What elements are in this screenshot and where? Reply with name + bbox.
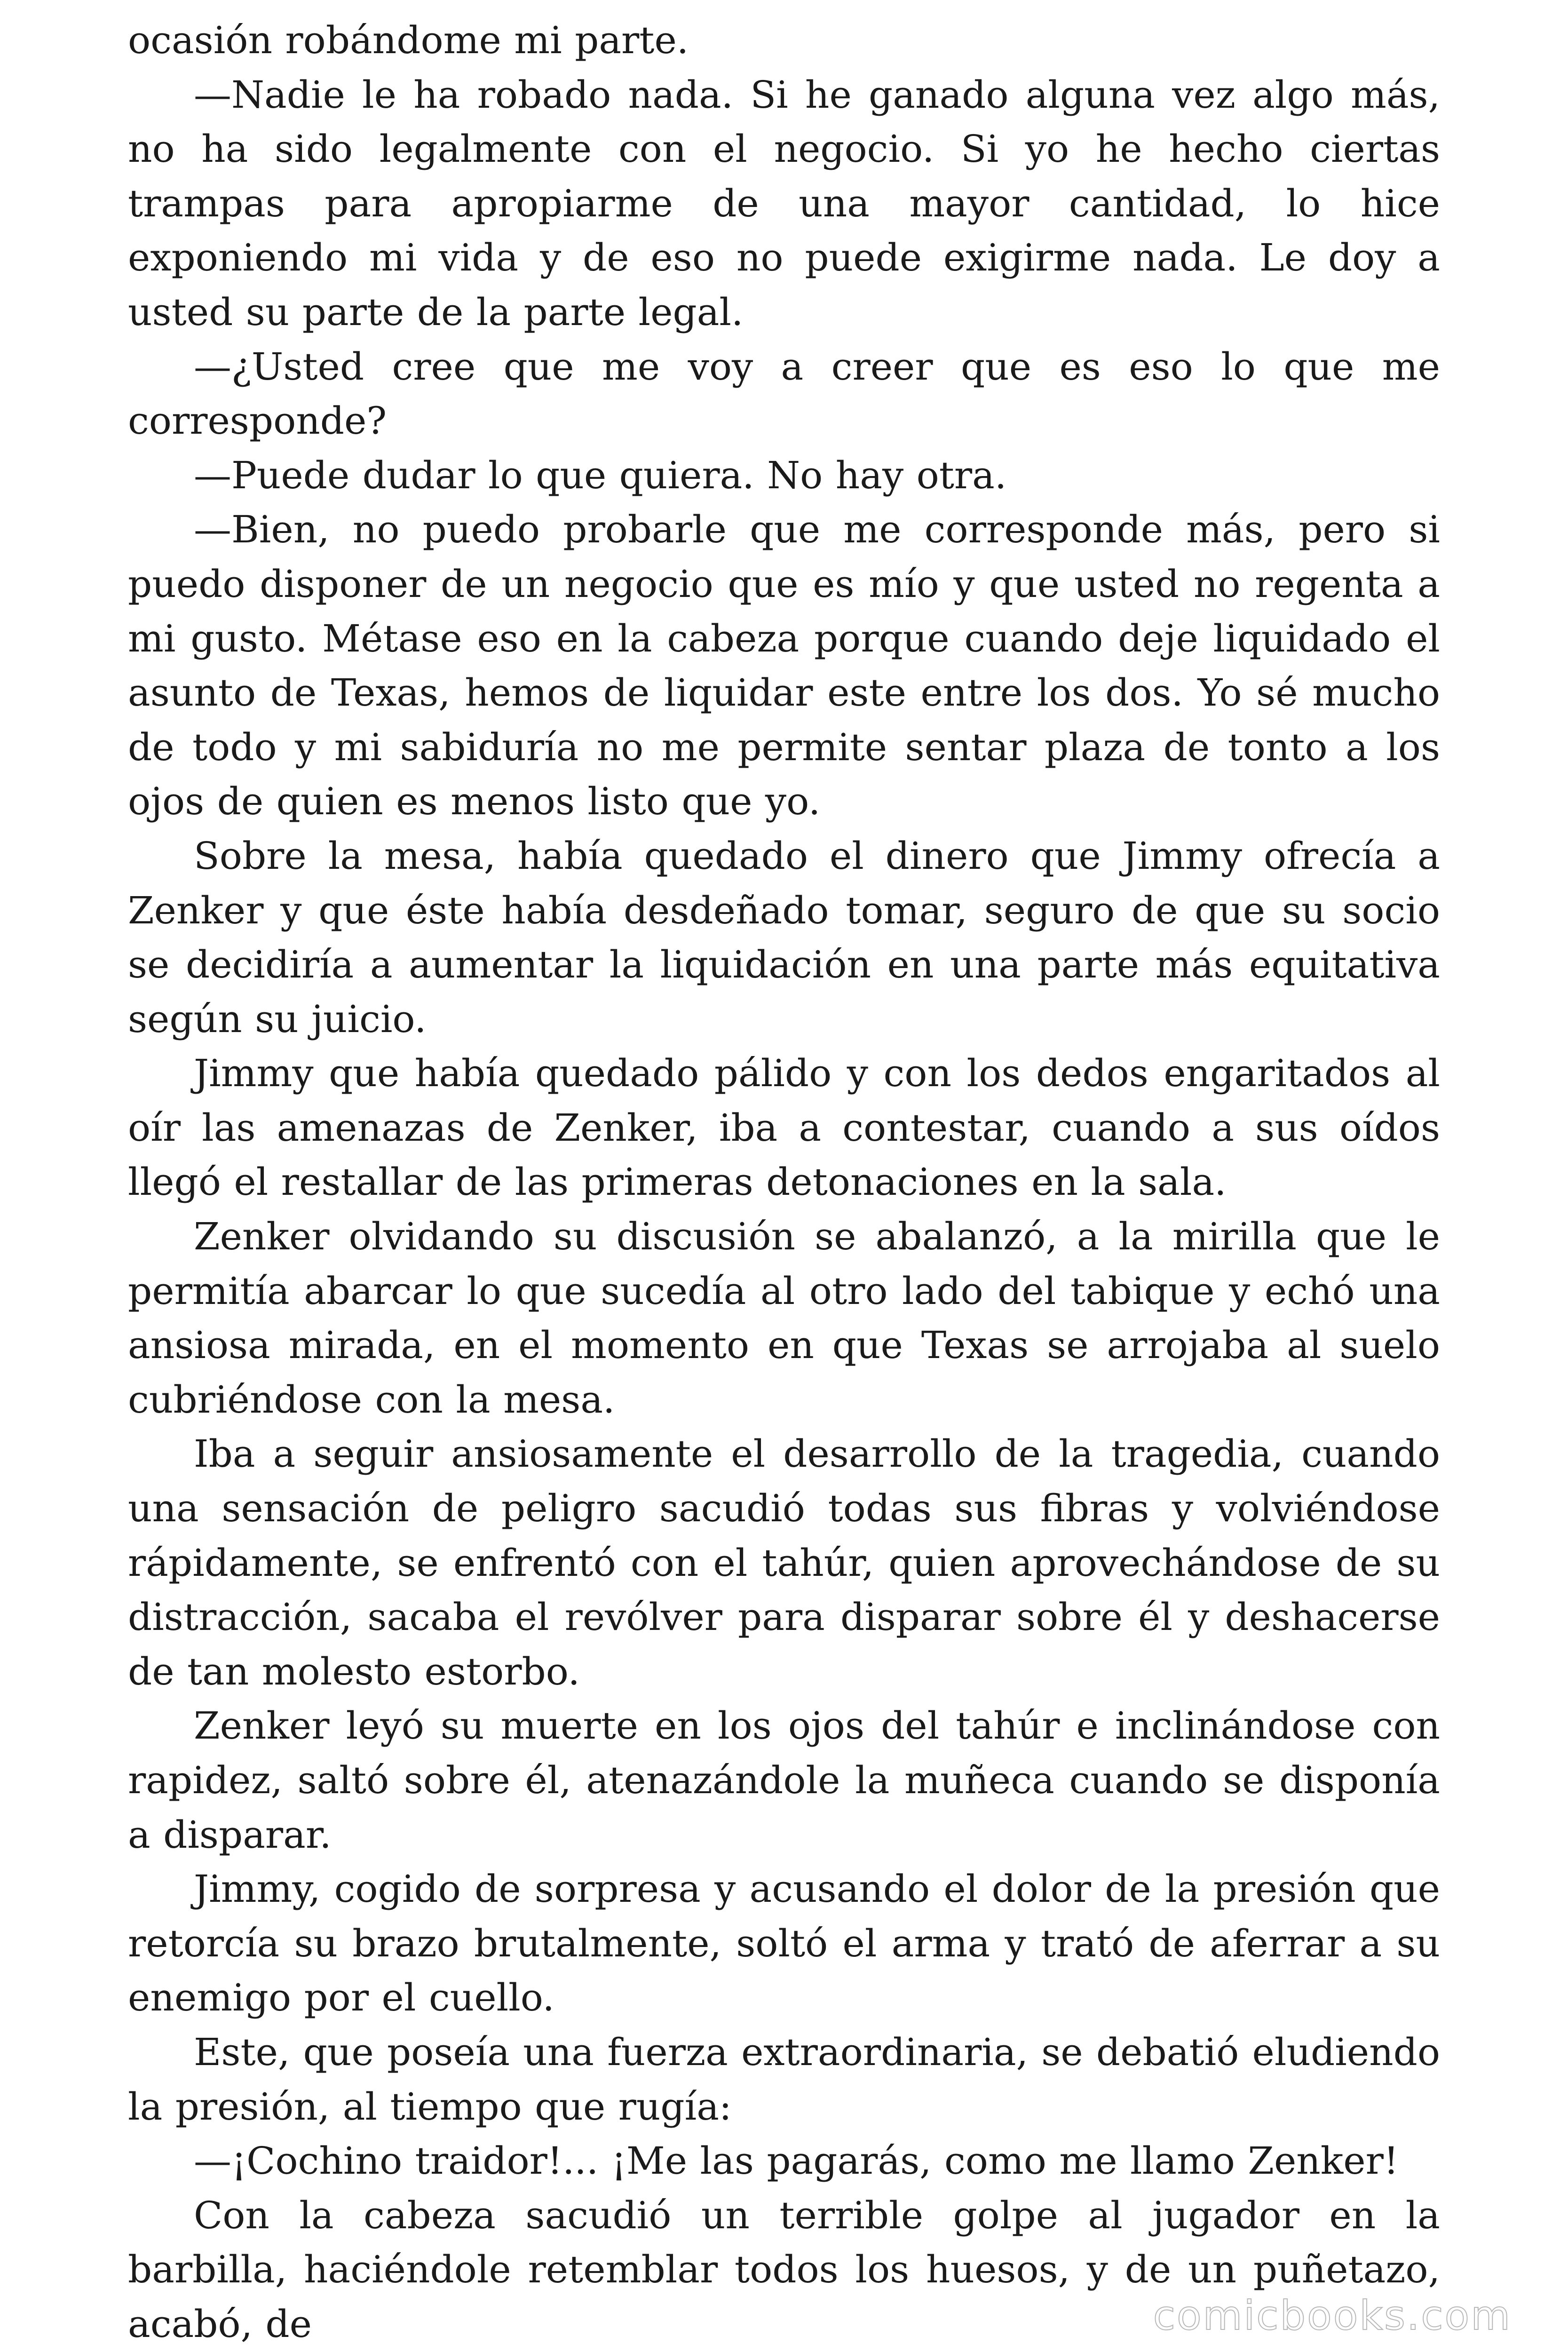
paragraph: Jimmy, cogido de sorpresa y acusando el dolor de la presión que retorcía su brazo brutalmente, soltó el arma y trató de aferrar a su enemigo por el cuello. <box>128 1867 1440 2020</box>
paragraph: Jimmy que había quedado pálido y con los dedos engaritados al oír las amenazas de Zenker, iba a contestar, cuando a sus oídos llegó el restallar de las primeras detonaciones en la sala. <box>128 1051 1440 1204</box>
paragraph: Este, que poseía una fuerza extraordinaria, se debatió eludiendo la presión, al tiempo que rugía: <box>128 2030 1440 2129</box>
body-text <box>128 13 1440 2352</box>
paragraph: Zenker olvidando su discusión se abalanzó, a la mirilla que le permitía abarcar lo que sucedía al otro lado del tabique y echó una ansiosa mirada, en el momento en que Texas se arrojaba al suelo cubriéndose con la mesa. <box>128 1215 1440 1422</box>
paragraph: Sobre la mesa, había quedado el dinero que Jimmy ofrecía a Zenker y que éste había desdeñado tomar, seguro de que su socio se decidiría a aumentar la liquidación en una parte más equitativa según su juicio. <box>128 834 1440 1041</box>
paragraph: —¿Usted cree que me voy a creer que es eso lo que me corresponde? <box>128 344 1440 443</box>
paragraph: —Puede dudar lo que quiera. No hay otra. <box>194 453 1007 497</box>
paragraph: —Nadie le ha robado nada. Si he ganado alguna vez algo más, no ha sido legalmente con el negocio. Si yo he hecho ciertas trampas para apropiarme de una mayor cantidad, lo hice exponiendo mi vida y de eso no puede exigirme nada. Le doy a usted su parte de la parte legal. <box>128 72 1440 334</box>
paragraph: Con la cabeza sacudió un terrible golpe al jugador en la barbilla, haciéndole retemblar todos los huesos, y de un puñetazo, acabó, de <box>128 2193 1440 2346</box>
paragraph: —¡Cochino traidor!... ¡Me las pagarás, como me llamo Zenker! <box>194 2139 1399 2183</box>
paragraph: Iba a seguir ansiosamente el desarrollo de la tragedia, cuando una sensación de peligro sacudió todas sus fibras y volviéndose rápidamente, se enfrentó con el tahúr, quien aprovechándose de su distracción, sacaba el revólver para disparar sobre él y deshacerse de tan molesto estorbo. <box>128 1432 1440 1693</box>
paragraph: Zenker leyó su muerte en los ojos del tahúr e inclinándose con rapidez, saltó sobre él, atenazándole la muñeca cuando se disponía a disparar. <box>128 1704 1440 1857</box>
paragraph-continuation: ocasión robándome mi parte. <box>128 18 689 62</box>
watermark-text: comicbooks.com <box>1153 2292 1512 2339</box>
paragraph: —Bien, no puedo probarle que me corresponde más, pero si puedo disponer de un negocio que es mío y que usted no regenta a mi gusto. Métase eso en la cabeza porque cuando deje liquidado el asunto de Texas, hemos de liquidar este entre los dos. Yo sé mucho de todo y mi sabiduría no me permite sentar plaza de tonto a los ojos de quien es menos listo que yo. <box>128 508 1440 824</box>
